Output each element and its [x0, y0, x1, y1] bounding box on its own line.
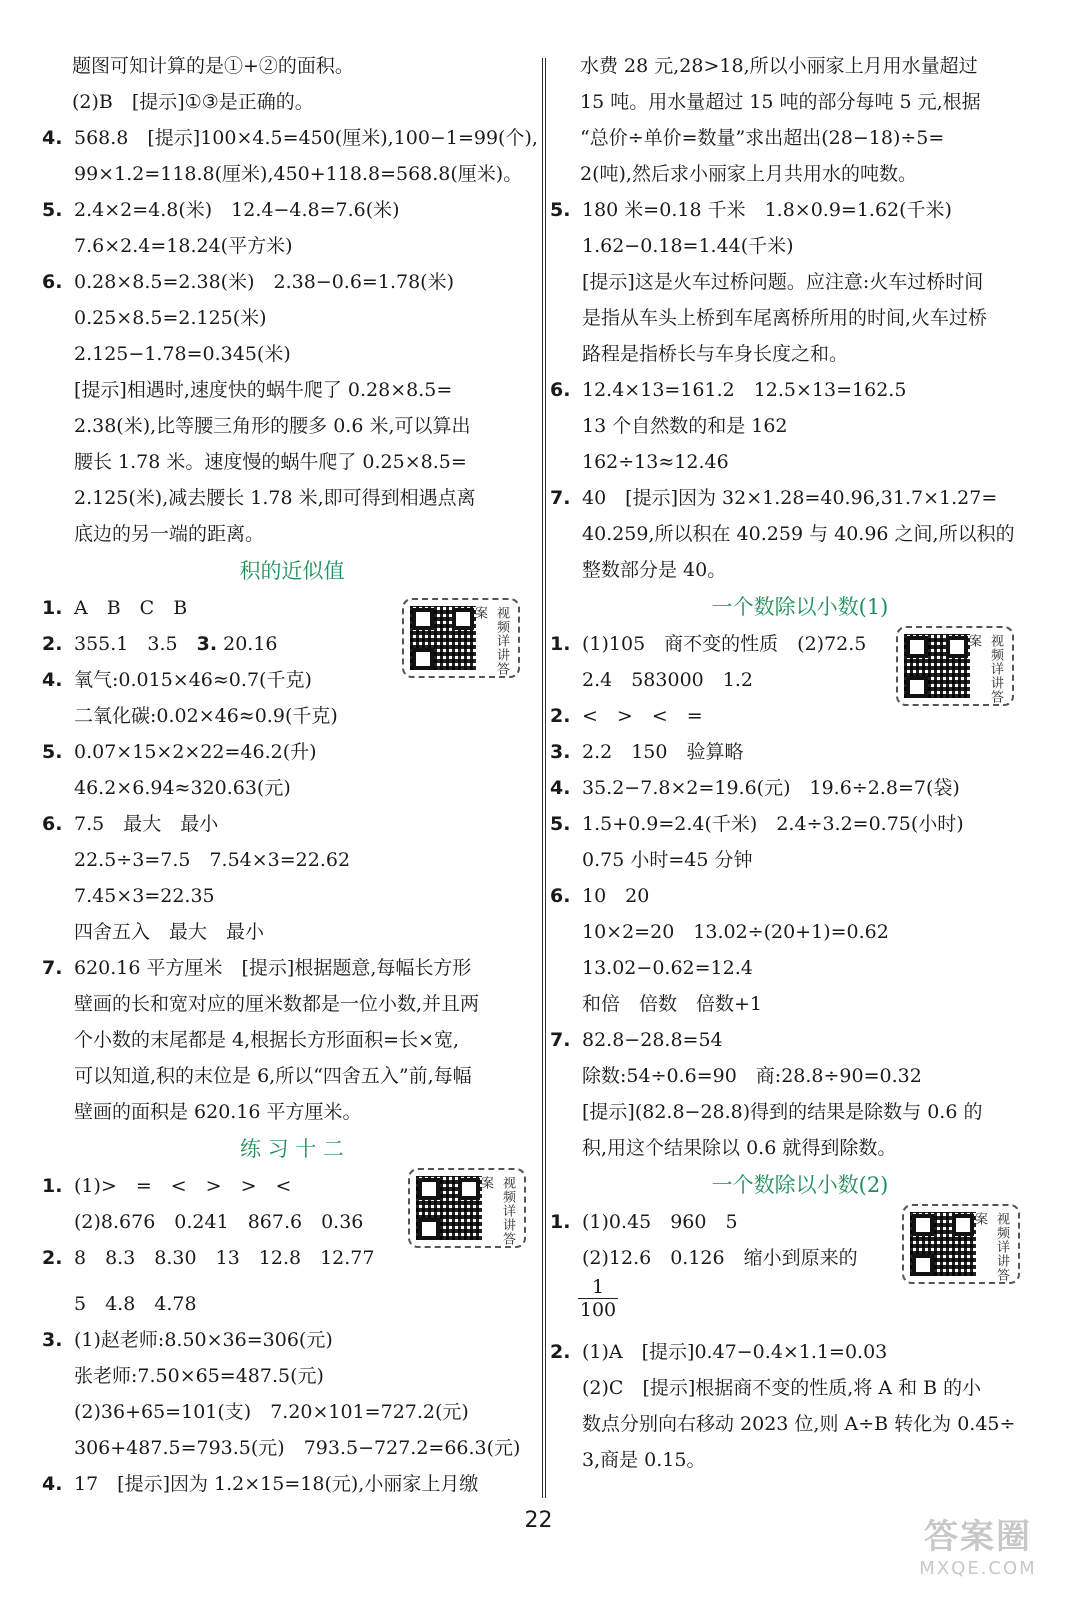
answer-7 [550, 480, 1050, 516]
question-number: 1. [550, 1211, 571, 1233]
answer-text: 20.16 [223, 633, 278, 655]
watermark-url: MXQE.COM [919, 1558, 1037, 1579]
text-line: 13.02−0.62=12.4 [582, 957, 753, 979]
text-line: 2.125(米),减去腰长 1.78 米,即可得到相遇点离 [74, 487, 476, 509]
text-line: 壁画的长和宽对应的厘米数都是一位小数,并且两 [74, 993, 480, 1015]
qr-marker [412, 648, 434, 670]
question-number: 3. [550, 741, 571, 763]
answer-text: 180 米=0.18 千米 1.8×0.9=1.62(千米) [582, 199, 952, 221]
text-line: 22.5÷3=7.5 7.54×3=22.62 [74, 849, 351, 871]
answer-2 [550, 1334, 1050, 1370]
text-line: 底边的另一端的距离。 [74, 523, 265, 545]
answer-text: 620.16 平方厘米 [提示]根据题意,每幅长方形 [74, 957, 472, 979]
question-number: 6. [42, 271, 63, 293]
fraction-denominator: 100 [579, 1299, 617, 1321]
answer-6 [550, 372, 1050, 408]
qr-code-video-answer[interactable] [408, 1168, 526, 1248]
qr-marker [912, 1254, 934, 1276]
answer-text: A B C B [74, 597, 188, 619]
question-number: 7. [550, 487, 571, 509]
question-number: 4. [550, 777, 571, 799]
page-number: 22 [524, 1508, 553, 1533]
answer-text: 355.1 3.5 [74, 633, 197, 655]
qr-marker [912, 1214, 934, 1236]
text-line: 路程是指桥长与车身长度之和。 [582, 343, 849, 365]
question-number: 5. [42, 199, 63, 221]
answer-text: (1)0.45 960 5 [582, 1211, 738, 1233]
fraction-line [550, 1276, 1050, 1334]
answer-6 [550, 878, 1050, 914]
answer-4 [550, 770, 1050, 806]
answer-text: 8 8.3 8.30 13 12.8 12.77 [74, 1247, 375, 1269]
answer-text: 1.5+0.9=2.4(千米) 2.4÷3.2=0.75(小时) [582, 813, 964, 835]
qr-marker [418, 1218, 440, 1240]
qr-code-video-answer[interactable] [902, 1204, 1020, 1284]
answer-text: 17 [提示]因为 1.2×15=18(元),小丽家上月缴 [74, 1473, 479, 1495]
question-number: 5. [550, 199, 571, 221]
answer-text: 0.28×8.5=2.38(米) 2.38−0.6=1.78(米) [74, 271, 454, 293]
answer-6 [42, 806, 542, 842]
answer-text: 2.4×2=4.8(米) 12.4−4.8=7.6(米) [74, 199, 400, 221]
text-line: 张老师:7.50×65=487.5(元) [74, 1365, 324, 1387]
answer-4 [42, 1466, 542, 1502]
text-line: 整数部分是 40。 [582, 559, 727, 581]
text-line: 2.38(米),比等腰三角形的腰多 0.6 米,可以算出 [74, 415, 471, 437]
watermark-logo [903, 1516, 1053, 1586]
qr-code-video-answer[interactable] [402, 598, 520, 678]
answer-7 [550, 1022, 1050, 1058]
answer-5 [550, 806, 1050, 842]
qr-marker [906, 636, 928, 658]
question-number: 2. [550, 705, 571, 727]
question-number: 1. [42, 1175, 63, 1197]
question-number: 7. [550, 1029, 571, 1051]
text-line: 和倍 倍数 倍数+1 [582, 993, 763, 1015]
answer-3 [42, 1322, 542, 1358]
answer-text: 7.5 最大 最小 [74, 813, 219, 835]
text-line: 是指从车头上桥到车尾离桥所用的时间,火车过桥 [582, 307, 988, 329]
text-line: “总价÷单价=数量”求出超出(28−18)÷5= [580, 127, 945, 149]
answer-4 [42, 120, 542, 156]
section-title: 练 习 十 二 [239, 1137, 345, 1161]
answer-text: (1)> = < > > < [74, 1175, 292, 1197]
text-line: 15 吨。用水量超过 15 吨的部分每吨 5 元,根据 [580, 91, 981, 113]
qr-label: 视频详讲答案 [966, 634, 1003, 704]
text-line: 162÷13≈12.46 [582, 451, 729, 473]
answer-text: 2.2 150 验算略 [582, 741, 744, 763]
qr-label: 视频详讲答案 [972, 1212, 1009, 1282]
answer-6 [42, 264, 542, 300]
text-line: 积,用这个结果除以 0.6 就得到除数。 [582, 1137, 897, 1159]
qr-marker [418, 1178, 440, 1200]
text-line: [提示](82.8−28.8)得到的结果是除数与 0.6 的 [582, 1101, 983, 1123]
text-line: 可以知道,积的末位是 6,所以“四舍五入”前,每幅 [74, 1065, 472, 1087]
text-line: 0.75 小时=45 分钟 [582, 849, 753, 871]
text-line: 腰长 1.78 米。速度慢的蜗牛爬了 0.25×8.5= [74, 451, 467, 473]
text-line: 99×1.2=118.8(厘米),450+118.8=568.8(厘米)。 [74, 163, 523, 185]
question-number: 1. [550, 633, 571, 655]
text-line: 四舍五入 最大 最小 [74, 921, 265, 943]
question-number: 6. [42, 813, 63, 835]
answer-5 [42, 734, 542, 770]
answer-text: (1)A [提示]0.47−0.4×1.1=0.03 [582, 1341, 888, 1363]
text-line: 5 4.8 4.78 [74, 1293, 197, 1315]
answer-text: (1)赵老师:8.50×36=306(元) [74, 1329, 333, 1351]
text-line: (2)B [提示]①③是正确的。 [72, 91, 314, 113]
question-number: 4. [42, 669, 63, 691]
question-number: 2. [42, 633, 63, 655]
text-line: 3,商是 0.15。 [582, 1449, 706, 1471]
text-line: 题图可知计算的是①+②的面积。 [72, 55, 354, 77]
text-line: 2.4 583000 1.2 [582, 669, 753, 691]
text-line: 数点分别向右移动 2023 位,则 A÷B 转化为 0.45÷ [582, 1413, 1016, 1435]
section-title: 积的近似值 [239, 559, 345, 583]
answer-text: 82.8−28.8=54 [582, 1029, 723, 1051]
question-number: 2. [550, 1341, 571, 1363]
text-line: 个小数的末尾都是 4,根据长方形面积=长×宽, [74, 1029, 460, 1051]
fraction [578, 1276, 618, 1321]
answer-text: 氧气:0.015×46≈0.7(千克) [74, 669, 312, 691]
section-title: 一个数除以小数(1) [711, 595, 889, 619]
answer-7 [42, 950, 542, 986]
text-line: 二氧化碳:0.02×46≈0.9(千克) [74, 705, 338, 727]
left-column [42, 48, 542, 1502]
answer-3 [550, 734, 1050, 770]
question-number: 5. [550, 813, 571, 835]
question-number: 2. [42, 1247, 63, 1269]
qr-marker [412, 608, 434, 630]
question-number: 4. [42, 127, 63, 149]
text-line: 除数:54÷0.6=90 商:28.8÷90=0.32 [582, 1065, 922, 1087]
column-divider [542, 58, 546, 1498]
answer-text: 35.2−7.8×2=19.6(元) 19.6÷2.8=7(袋) [582, 777, 960, 799]
answer-text: < > < = [582, 705, 703, 727]
text-line: (2)12.6 0.126 缩小到原来的 [582, 1247, 858, 1269]
text-line: 13 个自然数的和是 162 [582, 415, 788, 437]
text-line: 306+487.5=793.5(元) 793.5−727.2=66.3(元) [74, 1437, 521, 1459]
text-line: 7.6×2.4=18.24(平方米) [74, 235, 293, 257]
qr-marker [906, 676, 928, 698]
text-line: [提示]这是火车过桥问题。应注意:火车过桥时间 [582, 271, 984, 293]
text-line: 10×2=20 13.02÷(20+1)=0.62 [582, 921, 889, 943]
question-number: 1. [42, 597, 63, 619]
question-number: 4. [42, 1473, 63, 1495]
answer-5 [42, 192, 542, 228]
question-number: 5. [42, 741, 63, 763]
qr-code-video-answer[interactable] [896, 626, 1014, 706]
text-line: 46.2×6.94≈320.63(元) [74, 777, 291, 799]
answer-5 [550, 192, 1050, 228]
text-line: (2)8.676 0.241 867.6 0.36 [74, 1211, 364, 1233]
answer-text: (1)105 商不变的性质 (2)72.5 [582, 633, 867, 655]
question-number: 3. [196, 633, 218, 655]
text-line: 1.62−0.18=1.44(千米) [582, 235, 794, 257]
answer-text: 40 [提示]因为 32×1.28=40.96,31.7×1.27= [582, 487, 998, 509]
text-line: 壁画的面积是 620.16 平方厘米。 [74, 1101, 362, 1123]
question-number: 6. [550, 885, 571, 907]
text-line: 7.45×3=22.35 [74, 885, 215, 907]
text-line: (2)36+65=101(支) 7.20×101=727.2(元) [74, 1401, 469, 1423]
qr-label: 视频详讲答案 [472, 606, 509, 676]
text-line: [提示]相遇时,速度快的蜗牛爬了 0.28×8.5= [74, 379, 453, 401]
text-line: 2(吨),然后求小丽家上月共用水的吨数。 [580, 163, 917, 185]
qr-label: 视频详讲答案 [478, 1176, 515, 1246]
answer-text: 0.07×15×2×22=46.2(升) [74, 741, 317, 763]
question-number: 7. [42, 957, 63, 979]
text-line: 0.25×8.5=2.125(米) [74, 307, 267, 329]
text-line: (2)C [提示]根据商不变的性质,将 A 和 B 的小 [582, 1377, 982, 1399]
answer-text: 12.4×13=161.2 12.5×13=162.5 [582, 379, 907, 401]
answer-text: 10 20 [582, 885, 650, 907]
question-number: 3. [42, 1329, 63, 1351]
answer-text: 568.8 [提示]100×4.5=450(厘米),100−1=99(个), [74, 127, 538, 149]
watermark-title: 答案圈 [924, 1517, 1032, 1557]
section-title: 一个数除以小数(2) [711, 1173, 889, 1197]
question-number: 6. [550, 379, 571, 401]
text-line: 40.259,所以积在 40.259 与 40.96 之间,所以积的 [582, 523, 1015, 545]
text-line: 2.125−1.78=0.345(米) [74, 343, 291, 365]
fraction-numerator: 1 [578, 1276, 618, 1299]
text-line: 水费 28 元,28>18,所以小丽家上月用水量超过 [580, 55, 978, 77]
